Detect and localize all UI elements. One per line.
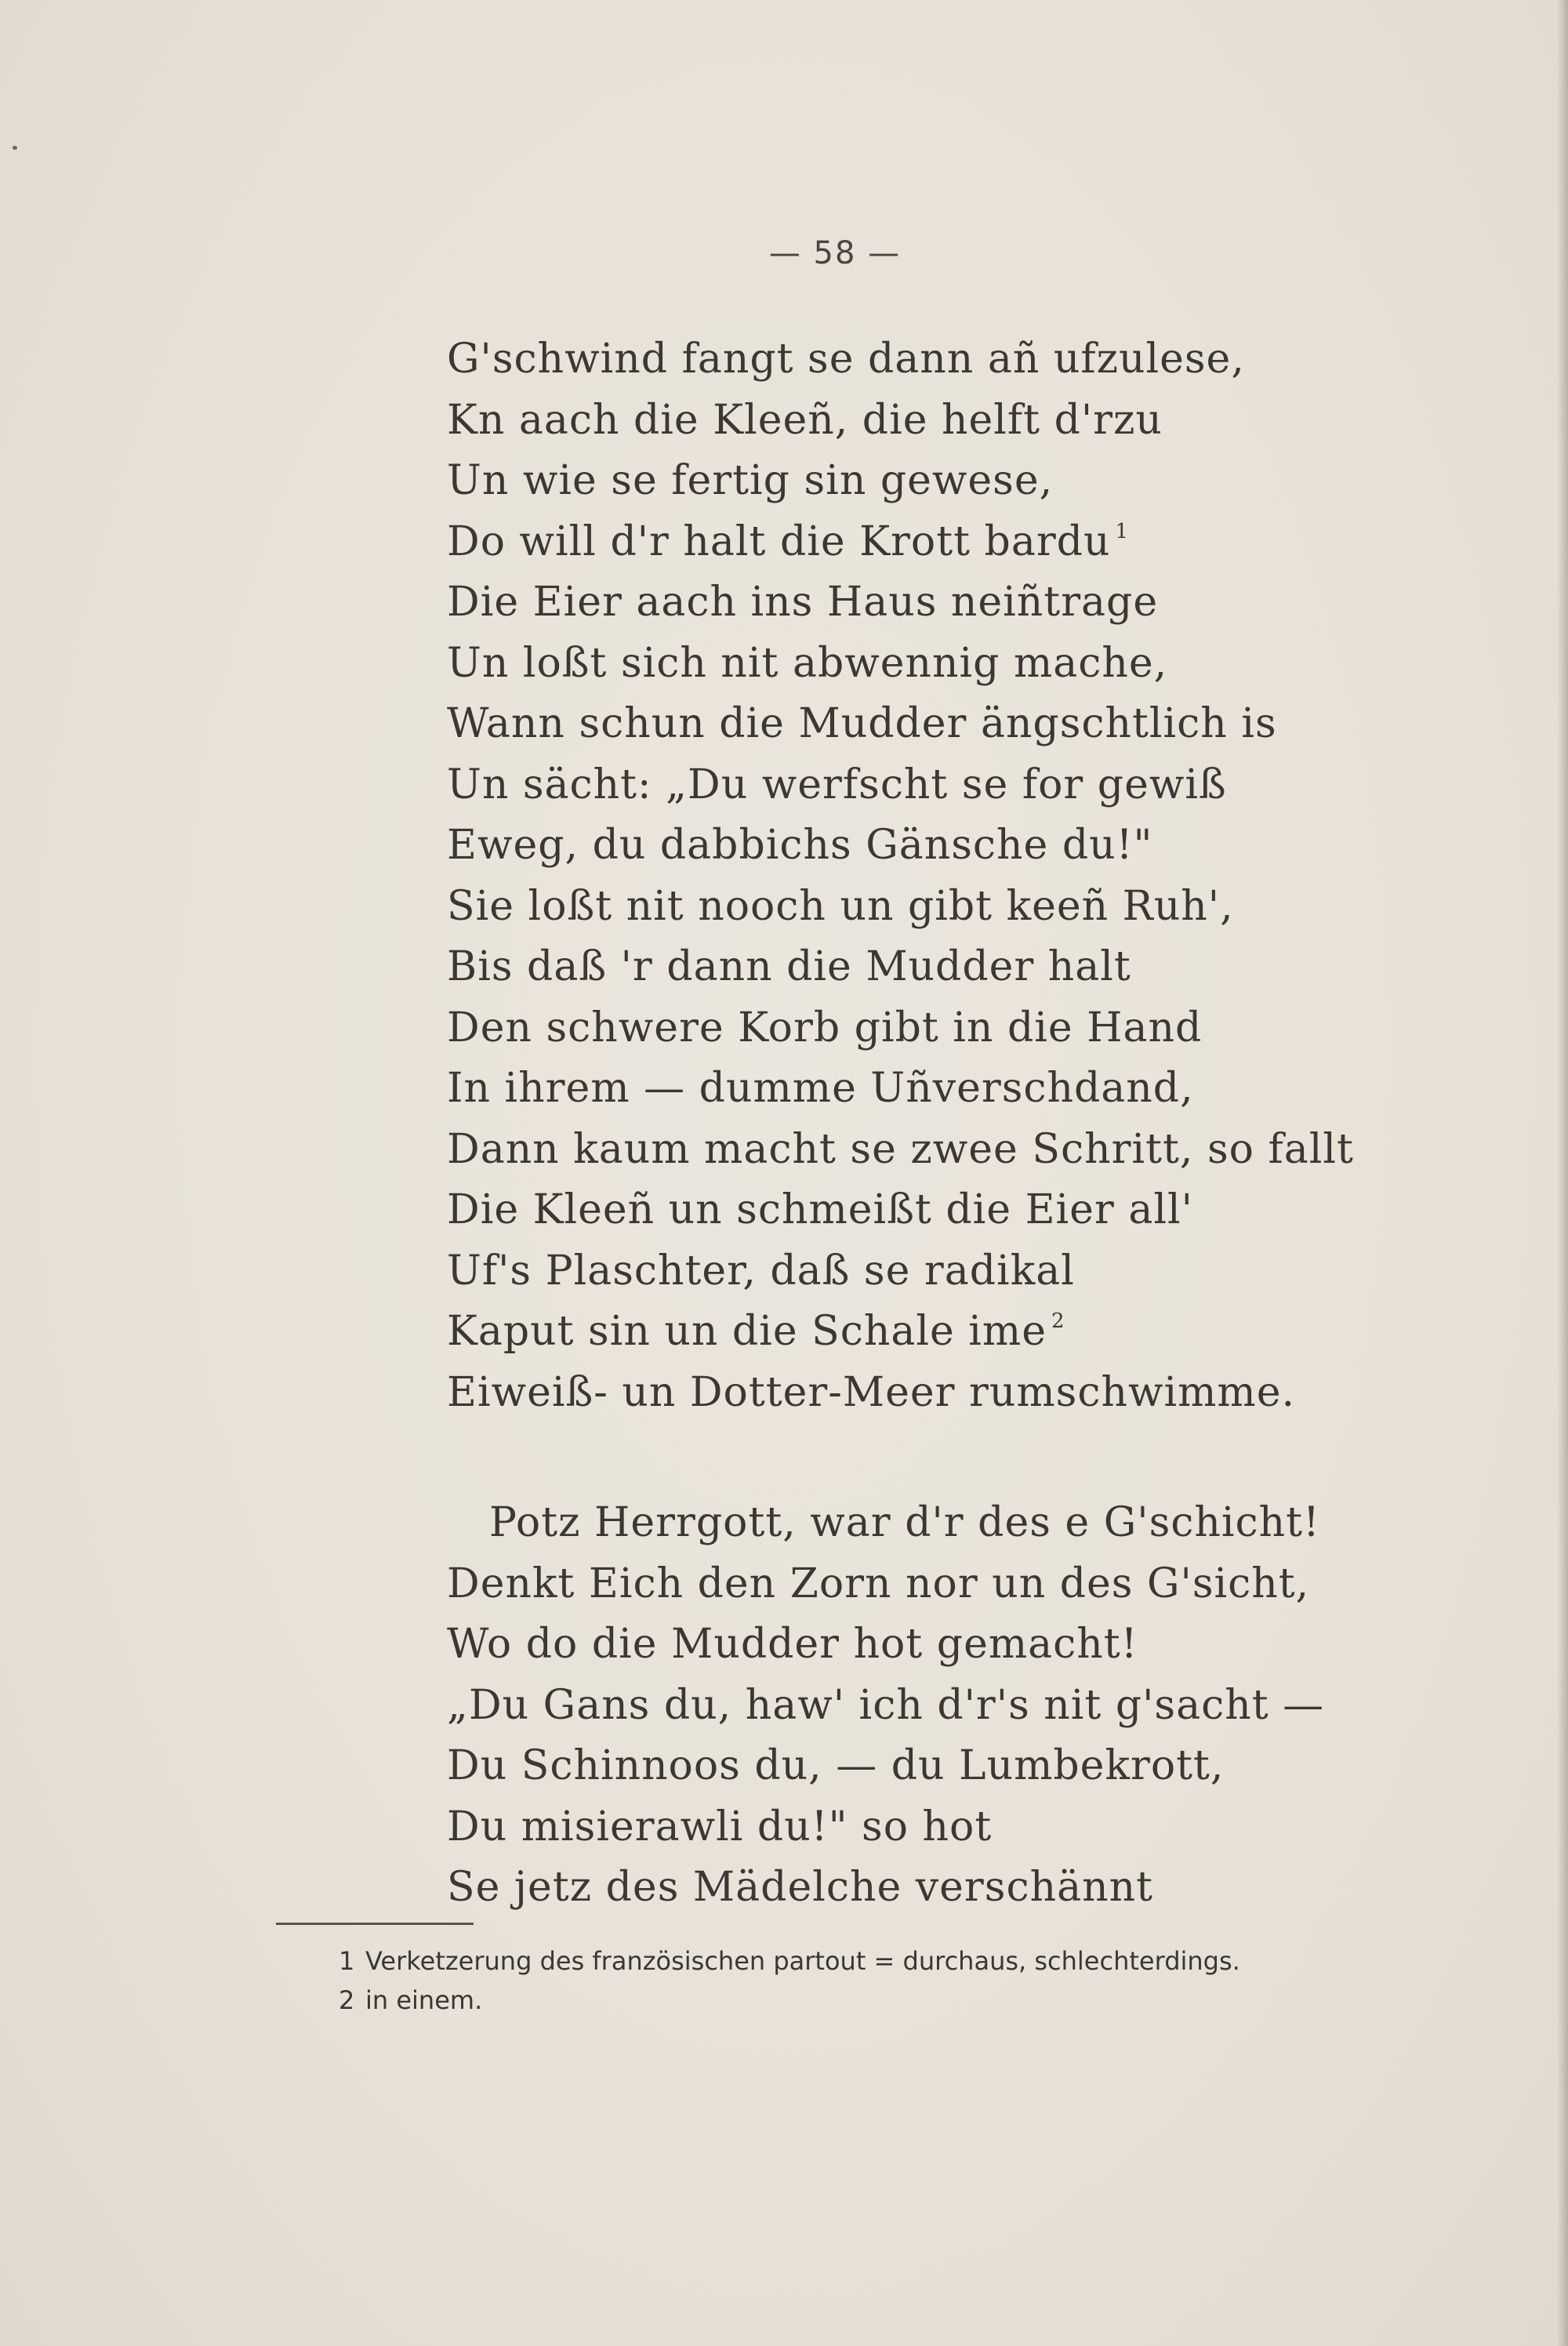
stanza-2 <box>447 1493 1324 1919</box>
page-edge-shadow <box>1557 0 1568 2346</box>
footnotes <box>339 1941 1240 2020</box>
verse-line: Kn aach die Kleeñ, die helft d'rzu <box>447 396 1163 444</box>
verse-line: Uf's Plaschter, daß se radikal <box>447 1247 1075 1295</box>
verse-line: Dann kaum macht se zwee Schritt, so fallt <box>447 1125 1354 1173</box>
verse-line: Un loßt sich nit abwennig mache, <box>447 639 1168 687</box>
verse-line: Eiweiß- un Dotter-Meer rumschwimme. <box>447 1368 1296 1416</box>
page-number: — 58 — <box>768 235 902 271</box>
verse-line: Du misierawli du!" so hot <box>447 1803 993 1850</box>
stanza-1 <box>447 329 1354 1423</box>
footnote-ref-1: 1 <box>1115 519 1130 543</box>
footnote-2: 2 in einem. <box>339 1985 483 2015</box>
verse-line: Die Eier aach ins Haus neiñtrage <box>447 579 1159 626</box>
verse-line: G'schwind fangt se dann añ ufzulese, <box>447 336 1245 383</box>
verse-line: In ihrem — dumme Uñverschdand, <box>447 1065 1194 1112</box>
verse-line: Wo do die Mudder hot gemacht! <box>447 1621 1138 1668</box>
verse-line: „Du Gans du, haw' ich d'r's nit g'sacht — <box>447 1681 1325 1729</box>
verse-line: Eweg, du dabbichs Gänsche du!" <box>447 822 1153 869</box>
verse-line: Die Kleeñ un schmeißt die Eier all' <box>447 1186 1193 1233</box>
verse-line: Du Schinnoos du, — du Lumbekrott, <box>447 1742 1225 1789</box>
verse-line: Do will d'r halt die Krott bardu $^1$ <box>447 518 1130 565</box>
verse-line: Se jetz des Mädelche verschännt <box>447 1864 1153 1911</box>
verse-line: Potz Herrgott, war d'r des e G'schicht! <box>489 1499 1320 1546</box>
verse-line: Den schwere Korb gibt in die Hand <box>447 1004 1203 1051</box>
footnote-divider <box>276 1923 474 1925</box>
footnote-ref-2: 2 <box>1051 1309 1065 1333</box>
verse-line: Wann schun die Mudder ängschtlich is <box>447 700 1277 747</box>
footnote-1: 1 Verketzerung des französischen partout = durchaus, schlechterdings. <box>339 1946 1240 1976</box>
verse-line: Un wie se fertig sin gewese, <box>447 457 1054 504</box>
verse-line: Kaput sin un die Schale ime $^2$ <box>447 1308 1065 1355</box>
verse-line: Un sächt: „Du werfscht se for gewiß <box>447 761 1227 808</box>
ink-speck <box>13 146 17 150</box>
verse-line: Denkt Eich den Zorn nor un des G'sicht, <box>447 1560 1310 1607</box>
verse-line: Sie loßt nit nooch un gibt keeñ Ruh', <box>447 882 1234 930</box>
verse-line: Bis daß 'r dann die Mudder halt <box>447 943 1131 990</box>
